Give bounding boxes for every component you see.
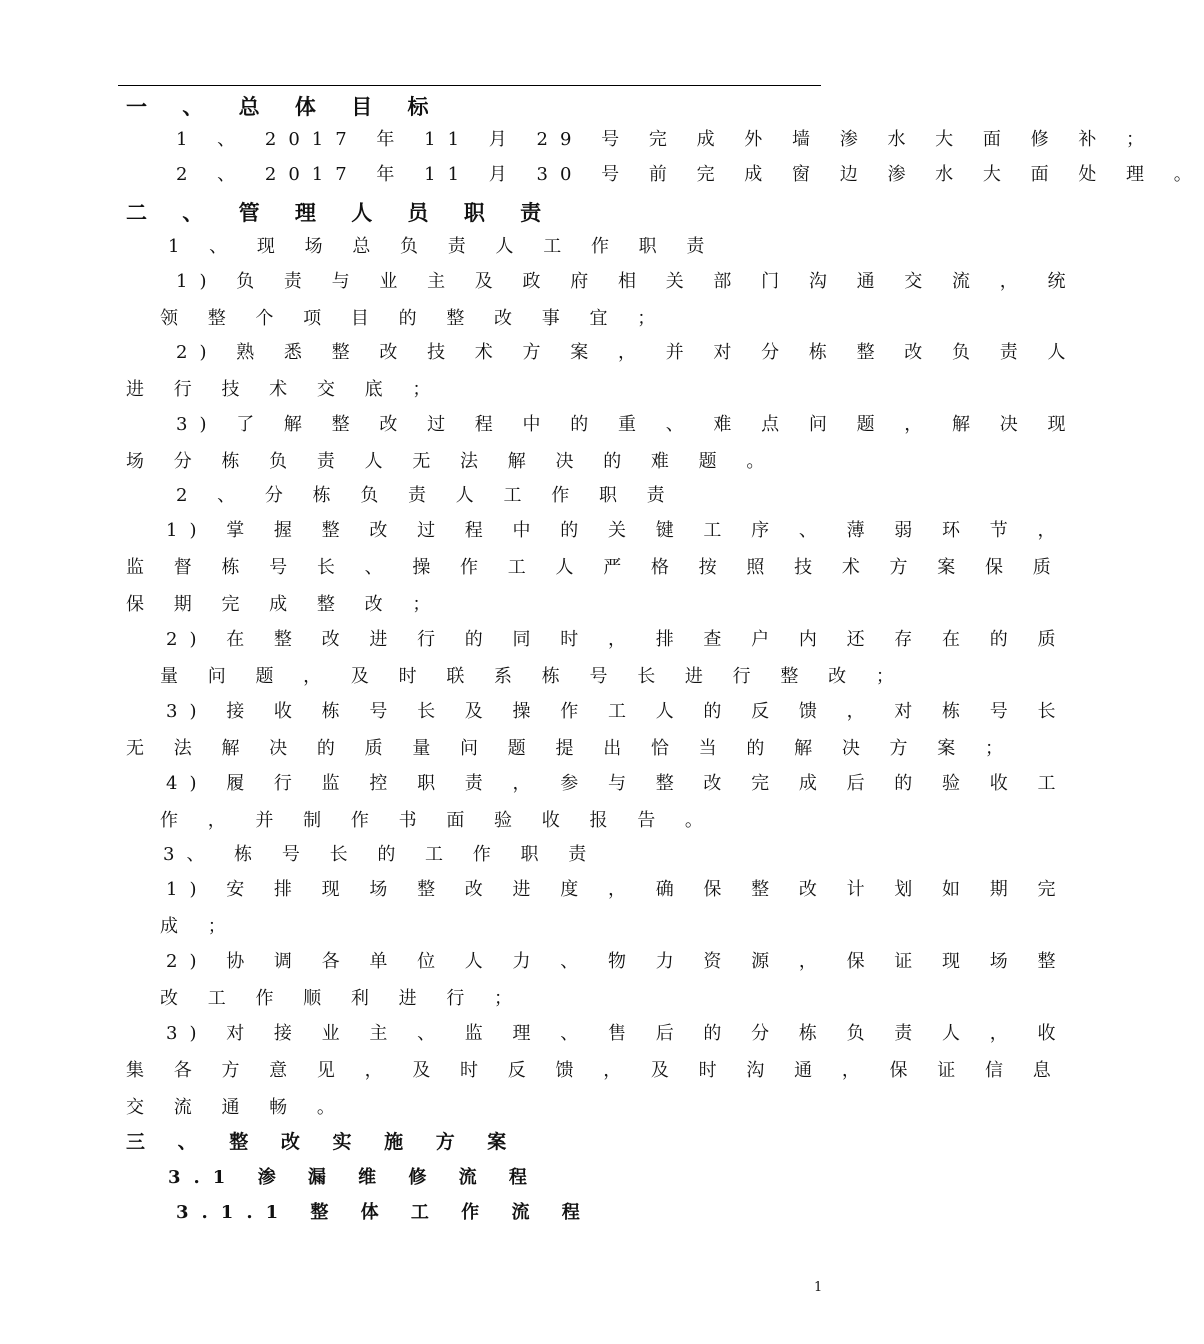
- sub-1-line-3: 2) 熟 悉 整 改 技 术 方 案 ， 并 对 分 栋 整 改 负 责 人: [176, 342, 1078, 363]
- sub-2-line-7: 无 法 解 决 的 质 量 问 题 提 出 恰 当 的 解 决 方 案 ；: [126, 738, 1015, 759]
- sub-1-line-6: 场 分 栋 负 责 人 无 法 解 决 的 难 题 。: [126, 451, 777, 472]
- sub-1-line-1: 1) 负 责 与 业 主 及 政 府 相 关 部 门 沟 通 交 流 ， 统: [176, 271, 1078, 292]
- sub-1-line-2: 领 整 个 项 目 的 整 改 事 宜 ；: [160, 308, 668, 329]
- sub-2-title: 2 、 分 栋 负 责 人 工 作 职 责: [176, 485, 677, 506]
- goal-item-2: 2 、 2017 年 11 月 30 号 前 完 成 窗 边 渗 水 大 面 处 理 。: [176, 164, 1204, 185]
- section-3-heading: 三 、 整 改 实 施 方 案: [126, 1131, 520, 1153]
- section-1-heading: 一 、 总 体 目 标: [126, 94, 443, 119]
- sub-2-line-9: 作 ， 并 制 作 书 面 验 收 报 告 。: [160, 810, 715, 831]
- section-2-heading: 二 、 管 理 人 员 职 责: [126, 200, 556, 225]
- sub-3-line-4: 改 工 作 顺 利 进 行 ；: [160, 988, 525, 1009]
- sub-3-line-6: 集 各 方 意 见 ， 及 时 反 馈 ， 及 时 沟 通 ， 保 证 信 息: [126, 1060, 1063, 1081]
- sub-3-line-1: 1) 安 排 现 场 整 改 进 度 ， 确 保 整 改 计 划 如 期 完: [166, 879, 1068, 900]
- section-3-1-1-heading: 3.1.1 整 体 工 作 流 程: [176, 1202, 593, 1223]
- sub-3-line-3: 2) 协 调 各 单 位 人 力 、 物 力 资 源 ， 保 证 现 场 整: [166, 951, 1068, 972]
- sub-2-line-1: 1) 掌 握 整 改 过 程 中 的 关 键 工 序 、 薄 弱 环 节 ，: [166, 520, 1068, 541]
- header-rule: [118, 85, 821, 86]
- sub-2-line-6: 3) 接 收 栋 号 长 及 操 作 工 人 的 反 馈 ， 对 栋 号 长: [166, 701, 1068, 722]
- sub-2-line-4: 2) 在 整 改 进 行 的 同 时 ， 排 查 户 内 还 存 在 的 质: [166, 629, 1068, 650]
- sub-3-line-7: 交 流 通 畅 。: [126, 1097, 347, 1118]
- goal-item-1: 1 、 2017 年 11 月 29 号 完 成 外 墙 渗 水 大 面 修 补 ；: [176, 129, 1157, 150]
- sub-1-line-5: 3) 了 解 整 改 过 程 中 的 重 、 难 点 问 题 ， 解 决 现: [176, 414, 1078, 435]
- sub-3-line-2: 成 ；: [160, 916, 238, 937]
- sub-2-line-5: 量 问 题 ， 及 时 联 系 栋 号 长 进 行 整 改 ；: [160, 666, 906, 687]
- sub-2-line-3: 保 期 完 成 整 改 ；: [126, 594, 443, 615]
- sub-1-title: 1 、 现 场 总 负 责 人 工 作 职 责: [168, 236, 717, 257]
- sub-2-line-8: 4) 履 行 监 控 职 责 ， 参 与 整 改 完 成 后 的 验 收 工: [166, 773, 1068, 794]
- section-3-1-heading: 3.1 渗 漏 维 修 流 程: [168, 1167, 540, 1188]
- page-number: 1: [814, 1280, 823, 1295]
- sub-1-line-4: 进 行 技 术 交 底 ；: [126, 379, 443, 400]
- sub-3-line-5: 3) 对 接 业 主 、 监 理 、 售 后 的 分 栋 负 责 人 ， 收: [166, 1023, 1068, 1044]
- sub-3-title: 3、 栋 号 长 的 工 作 职 责: [163, 844, 599, 865]
- sub-2-line-2: 监 督 栋 号 长 、 操 作 工 人 严 格 按 照 技 术 方 案 保 质: [126, 557, 1063, 578]
